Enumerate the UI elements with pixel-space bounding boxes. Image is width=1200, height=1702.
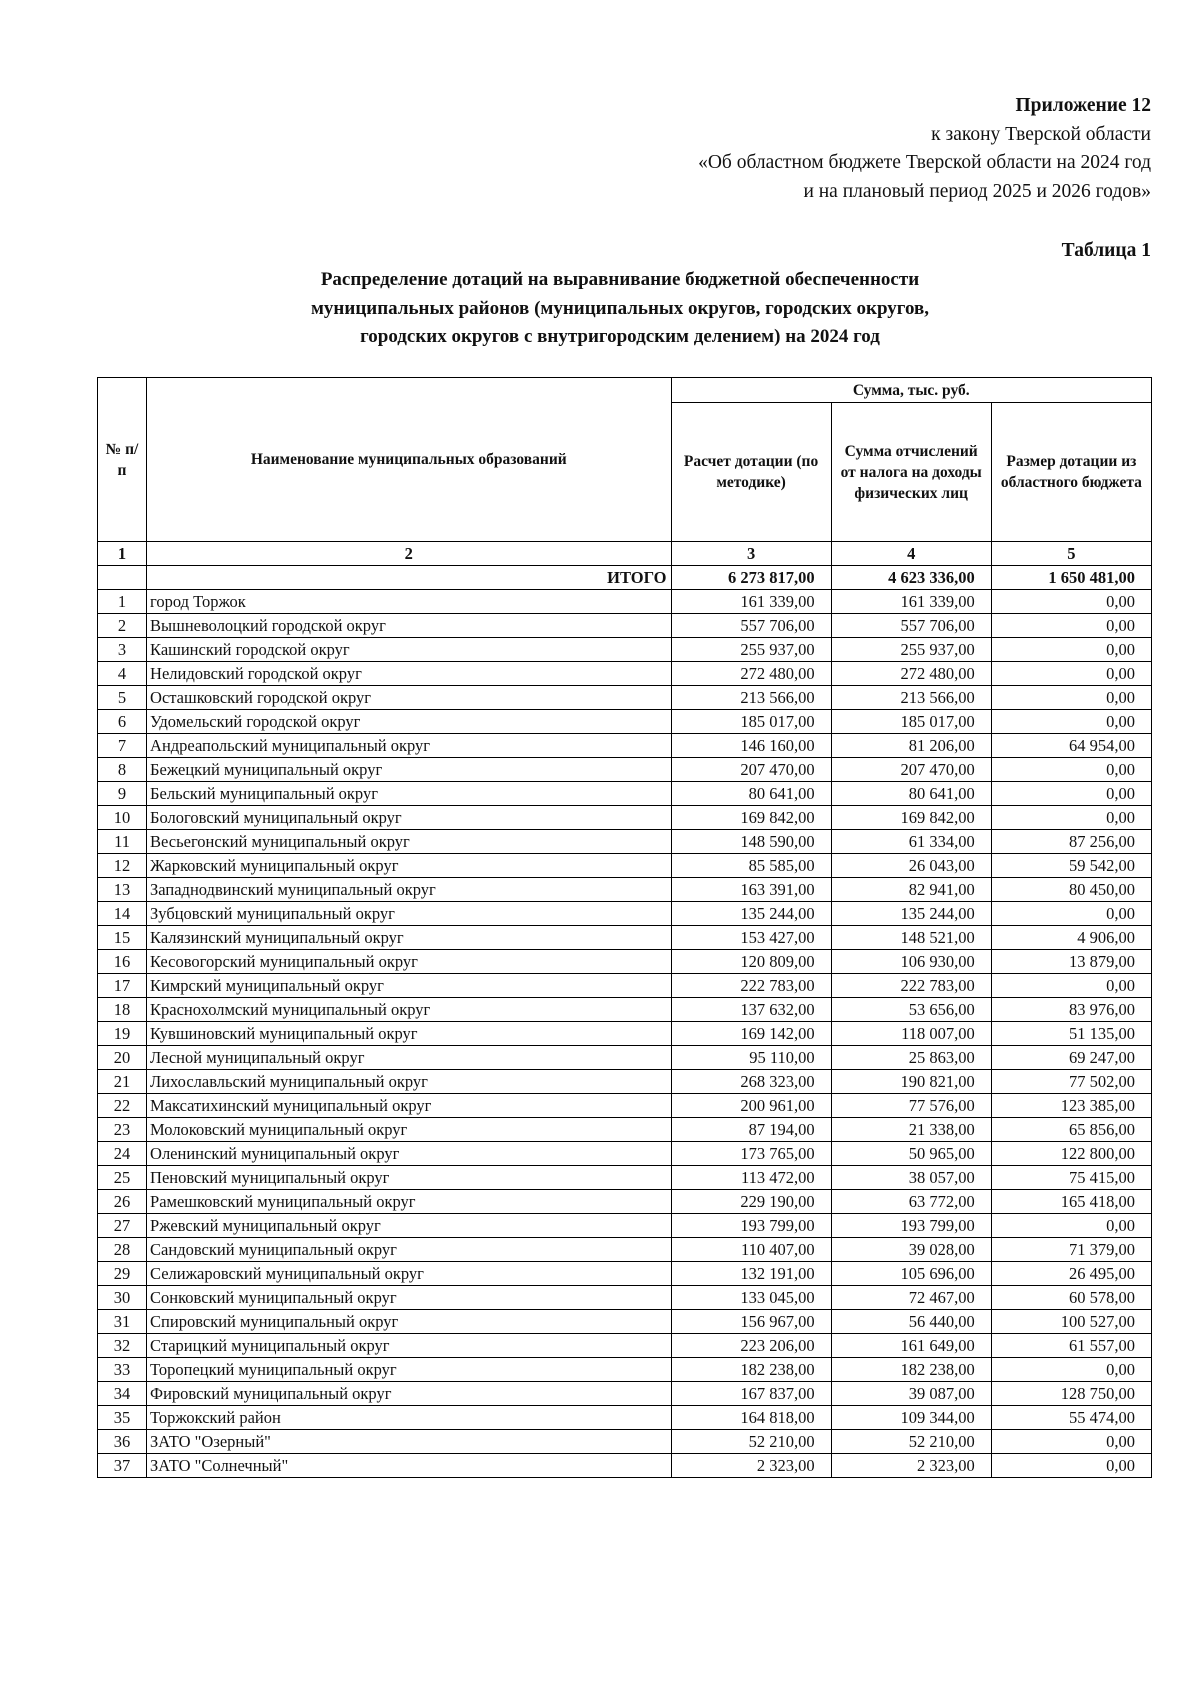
grant-value: 0,00 (991, 782, 1151, 806)
municipality-name: Рамешковский муниципальный округ (147, 1190, 671, 1214)
municipality-name: Торопецкий муниципальный округ (147, 1358, 671, 1382)
calc-value: 132 191,00 (671, 1262, 831, 1286)
grant-value: 61 557,00 (991, 1334, 1151, 1358)
row-number: 20 (98, 1046, 147, 1070)
row-number: 33 (98, 1358, 147, 1382)
table-row (98, 1310, 1152, 1334)
ndfl-value: 213 566,00 (831, 686, 991, 710)
calc-value: 272 480,00 (671, 662, 831, 686)
calc-value: 222 783,00 (671, 974, 831, 998)
ndfl-value: 25 863,00 (831, 1046, 991, 1070)
ndfl-value: 109 344,00 (831, 1406, 991, 1430)
table-row (98, 734, 1152, 758)
row-number: 2 (98, 614, 147, 638)
grant-value: 59 542,00 (991, 854, 1151, 878)
row-number: 36 (98, 1430, 147, 1454)
table-row (98, 1094, 1152, 1118)
row-number: 3 (98, 638, 147, 662)
ndfl-value: 38 057,00 (831, 1166, 991, 1190)
ndfl-value: 222 783,00 (831, 974, 991, 998)
municipality-name: Нелидовский городской округ (147, 662, 671, 686)
table-row (98, 1070, 1152, 1094)
table-row (98, 1046, 1152, 1070)
calc-value: 133 045,00 (671, 1286, 831, 1310)
grant-value: 65 856,00 (991, 1118, 1151, 1142)
grant-value: 165 418,00 (991, 1190, 1151, 1214)
column-index: 2 (147, 542, 671, 566)
row-number: 34 (98, 1382, 147, 1406)
calc-value: 146 160,00 (671, 734, 831, 758)
ndfl-value: 272 480,00 (831, 662, 991, 686)
table-row (98, 974, 1152, 998)
table-row (98, 878, 1152, 902)
grant-value: 0,00 (991, 1454, 1151, 1478)
ndfl-value: 118 007,00 (831, 1022, 991, 1046)
total-empty-cell (98, 566, 147, 590)
grant-value: 0,00 (991, 806, 1151, 830)
calc-value: 2 323,00 (671, 1454, 831, 1478)
table-row (98, 1430, 1152, 1454)
row-number: 32 (98, 1334, 147, 1358)
table-row (98, 830, 1152, 854)
calc-value: 213 566,00 (671, 686, 831, 710)
row-number: 9 (98, 782, 147, 806)
calc-value: 110 407,00 (671, 1238, 831, 1262)
ndfl-value: 52 210,00 (831, 1430, 991, 1454)
municipality-name: Пеновский муниципальный округ (147, 1166, 671, 1190)
ndfl-value: 161 649,00 (831, 1334, 991, 1358)
table-row (98, 1286, 1152, 1310)
appendix-line: «Об областном бюджете Тверской области на 2024 год (698, 152, 1151, 173)
grant-value: 0,00 (991, 614, 1151, 638)
row-number: 10 (98, 806, 147, 830)
grant-value: 0,00 (991, 1214, 1151, 1238)
ndfl-value: 161 339,00 (831, 590, 991, 614)
municipality-name: Сандовский муниципальный округ (147, 1238, 671, 1262)
row-number: 12 (98, 854, 147, 878)
grant-value: 69 247,00 (991, 1046, 1151, 1070)
calc-value: 193 799,00 (671, 1214, 831, 1238)
appendix-block (698, 92, 1151, 206)
municipality-name: Бежецкий муниципальный округ (147, 758, 671, 782)
grant-value: 0,00 (991, 710, 1151, 734)
ndfl-value: 557 706,00 (831, 614, 991, 638)
municipality-name: Бельский муниципальный округ (147, 782, 671, 806)
municipality-name: Бологовский муниципальный округ (147, 806, 671, 830)
grant-value: 77 502,00 (991, 1070, 1151, 1094)
document-title (220, 266, 1020, 352)
table-row (98, 902, 1152, 926)
row-number: 29 (98, 1262, 147, 1286)
row-number: 21 (98, 1070, 147, 1094)
municipality-name: Молоковский муниципальный округ (147, 1118, 671, 1142)
calc-value: 229 190,00 (671, 1190, 831, 1214)
table-row (98, 998, 1152, 1022)
ndfl-value: 61 334,00 (831, 830, 991, 854)
municipality-name: Андреапольский муниципальный округ (147, 734, 671, 758)
column-index-row (98, 542, 1152, 566)
ndfl-value: 39 087,00 (831, 1382, 991, 1406)
ndfl-value: 106 930,00 (831, 950, 991, 974)
table-row (98, 1166, 1152, 1190)
ndfl-value: 207 470,00 (831, 758, 991, 782)
ndfl-value: 135 244,00 (831, 902, 991, 926)
table-row (98, 1334, 1152, 1358)
column-index: 1 (98, 542, 147, 566)
grant-value: 87 256,00 (991, 830, 1151, 854)
ndfl-value: 148 521,00 (831, 926, 991, 950)
table-row (98, 590, 1152, 614)
municipality-name: Ржевский муниципальный округ (147, 1214, 671, 1238)
calc-value: 173 765,00 (671, 1142, 831, 1166)
table-row (98, 758, 1152, 782)
ndfl-value: 53 656,00 (831, 998, 991, 1022)
municipality-name: Селижаровский муниципальный округ (147, 1262, 671, 1286)
row-number: 22 (98, 1094, 147, 1118)
title-line: городских округов с внутригородским делением) на 2024 год (360, 326, 880, 347)
municipality-name: ЗАТО "Озерный" (147, 1430, 671, 1454)
calc-value: 161 339,00 (671, 590, 831, 614)
table-row (98, 854, 1152, 878)
appendix-line: и на плановый период 2025 и 2026 годов» (803, 180, 1151, 202)
table-row (98, 1454, 1152, 1478)
table-row (98, 1382, 1152, 1406)
calc-value: 200 961,00 (671, 1094, 831, 1118)
ndfl-value: 39 028,00 (831, 1238, 991, 1262)
municipality-name: Фировский муниципальный округ (147, 1382, 671, 1406)
ndfl-value: 80 641,00 (831, 782, 991, 806)
row-number: 28 (98, 1238, 147, 1262)
table-row (98, 1406, 1152, 1430)
table-row (98, 1118, 1152, 1142)
municipality-name: Краснохолмский муниципальный округ (147, 998, 671, 1022)
municipality-name: Кашинский городской округ (147, 638, 671, 662)
table-row (98, 1358, 1152, 1382)
grant-value: 128 750,00 (991, 1382, 1151, 1406)
row-number: 5 (98, 686, 147, 710)
calc-value: 163 391,00 (671, 878, 831, 902)
municipality-name: Удомельский городской округ (147, 710, 671, 734)
row-number: 11 (98, 830, 147, 854)
table-row (98, 1262, 1152, 1286)
row-number: 1 (98, 590, 147, 614)
municipality-name: ЗАТО "Солнечный" (147, 1454, 671, 1478)
table-row (98, 614, 1152, 638)
grant-value: 51 135,00 (991, 1022, 1151, 1046)
municipality-name: Жарковский муниципальный округ (147, 854, 671, 878)
table-label: Таблица 1 (1061, 240, 1151, 261)
ndfl-value: 77 576,00 (831, 1094, 991, 1118)
ndfl-value: 2 323,00 (831, 1454, 991, 1478)
calc-value: 95 110,00 (671, 1046, 831, 1070)
total-calc: 6 273 817,00 (671, 566, 831, 590)
total-ndfl: 4 623 336,00 (831, 566, 991, 590)
ndfl-value: 81 206,00 (831, 734, 991, 758)
ndfl-value: 21 338,00 (831, 1118, 991, 1142)
grant-value: 64 954,00 (991, 734, 1151, 758)
municipality-name: Весьегонский муниципальный округ (147, 830, 671, 854)
title-line: Распределение дотаций на выравнивание бюджетной обеспеченности (320, 269, 920, 290)
row-number: 16 (98, 950, 147, 974)
grant-value: 0,00 (991, 662, 1151, 686)
ndfl-value: 193 799,00 (831, 1214, 991, 1238)
header-municipality-name: Наименование муниципальных образований (147, 378, 671, 542)
row-number: 35 (98, 1406, 147, 1430)
calc-value: 207 470,00 (671, 758, 831, 782)
header-row-number: № п/п (98, 378, 147, 542)
row-number: 25 (98, 1166, 147, 1190)
calc-value: 182 238,00 (671, 1358, 831, 1382)
table-row (98, 1214, 1152, 1238)
table-row (98, 950, 1152, 974)
grant-value: 100 527,00 (991, 1310, 1151, 1334)
grant-value: 0,00 (991, 758, 1151, 782)
calc-value: 169 842,00 (671, 806, 831, 830)
table-row (98, 662, 1152, 686)
municipality-name: Кесовогорский муниципальный округ (147, 950, 671, 974)
table-row (98, 1190, 1152, 1214)
calc-value: 80 641,00 (671, 782, 831, 806)
table-row (98, 1022, 1152, 1046)
municipality-name: Оленинский муниципальный округ (147, 1142, 671, 1166)
grant-value: 26 495,00 (991, 1262, 1151, 1286)
calc-value: 185 017,00 (671, 710, 831, 734)
grant-value: 0,00 (991, 902, 1151, 926)
row-number: 30 (98, 1286, 147, 1310)
ndfl-value: 72 467,00 (831, 1286, 991, 1310)
row-number: 7 (98, 734, 147, 758)
calc-value: 135 244,00 (671, 902, 831, 926)
calc-value: 87 194,00 (671, 1118, 831, 1142)
grant-value: 60 578,00 (991, 1286, 1151, 1310)
calc-value: 167 837,00 (671, 1382, 831, 1406)
grant-value: 123 385,00 (991, 1094, 1151, 1118)
ndfl-value: 169 842,00 (831, 806, 991, 830)
ndfl-value: 26 043,00 (831, 854, 991, 878)
calc-value: 156 967,00 (671, 1310, 831, 1334)
total-label: ИТОГО (147, 566, 671, 590)
table-row (98, 806, 1152, 830)
row-number: 24 (98, 1142, 147, 1166)
grant-value: 0,00 (991, 1358, 1151, 1382)
row-number: 8 (98, 758, 147, 782)
table-row (98, 1142, 1152, 1166)
municipality-name: Старицкий муниципальный округ (147, 1334, 671, 1358)
grant-value: 0,00 (991, 590, 1151, 614)
table-row (98, 926, 1152, 950)
grant-value: 55 474,00 (991, 1406, 1151, 1430)
column-index: 5 (991, 542, 1151, 566)
grant-value: 80 450,00 (991, 878, 1151, 902)
header-calc: Расчет дотации (по методике) (671, 403, 831, 542)
column-index: 3 (671, 542, 831, 566)
ndfl-value: 63 772,00 (831, 1190, 991, 1214)
municipality-name: Вышневолоцкий городской округ (147, 614, 671, 638)
calc-value: 268 323,00 (671, 1070, 831, 1094)
table-row (98, 1238, 1152, 1262)
row-number: 13 (98, 878, 147, 902)
row-number: 15 (98, 926, 147, 950)
grant-value: 83 976,00 (991, 998, 1151, 1022)
header-ndfl: Сумма отчислений от налога на доходы физических лиц (831, 403, 991, 542)
municipality-name: Лесной муниципальный округ (147, 1046, 671, 1070)
calc-value: 164 818,00 (671, 1406, 831, 1430)
row-number: 31 (98, 1310, 147, 1334)
municipality-name: Западнодвинский муниципальный округ (147, 878, 671, 902)
table-row (98, 686, 1152, 710)
municipality-name: Сонковский муниципальный округ (147, 1286, 671, 1310)
row-number: 6 (98, 710, 147, 734)
calc-value: 113 472,00 (671, 1166, 831, 1190)
municipality-name: Зубцовский муниципальный округ (147, 902, 671, 926)
ndfl-value: 56 440,00 (831, 1310, 991, 1334)
calc-value: 137 632,00 (671, 998, 831, 1022)
row-number: 37 (98, 1454, 147, 1478)
municipality-name: Спировский муниципальный округ (147, 1310, 671, 1334)
header-sum-group: Сумма, тыс. руб. (671, 378, 1152, 403)
row-number: 26 (98, 1190, 147, 1214)
municipality-name: Осташковский городской округ (147, 686, 671, 710)
ndfl-value: 105 696,00 (831, 1262, 991, 1286)
header-grant: Размер дотации из областного бюджета (991, 403, 1151, 542)
ndfl-value: 182 238,00 (831, 1358, 991, 1382)
ndfl-value: 50 965,00 (831, 1142, 991, 1166)
subsidy-table (97, 377, 1152, 1478)
total-row (98, 566, 1152, 590)
ndfl-value: 190 821,00 (831, 1070, 991, 1094)
grant-value: 13 879,00 (991, 950, 1151, 974)
table-row (98, 638, 1152, 662)
ndfl-value: 82 941,00 (831, 878, 991, 902)
row-number: 18 (98, 998, 147, 1022)
grant-value: 0,00 (991, 974, 1151, 998)
municipality-name: Лихославльский муниципальный округ (147, 1070, 671, 1094)
municipality-name: Калязинский муниципальный округ (147, 926, 671, 950)
row-number: 14 (98, 902, 147, 926)
municipality-name: Торжокский район (147, 1406, 671, 1430)
row-number: 4 (98, 662, 147, 686)
row-number: 27 (98, 1214, 147, 1238)
title-line: муниципальных районов (муниципальных округов, городских округов, (310, 297, 930, 319)
calc-value: 120 809,00 (671, 950, 831, 974)
appendix-line: к закону Тверской области (931, 123, 1151, 145)
grant-value: 4 906,00 (991, 926, 1151, 950)
table-row (98, 782, 1152, 806)
ndfl-value: 185 017,00 (831, 710, 991, 734)
municipality-name: Кувшиновский муниципальный округ (147, 1022, 671, 1046)
row-number: 23 (98, 1118, 147, 1142)
municipality-name: Максатихинский муниципальный округ (147, 1094, 671, 1118)
grant-value: 0,00 (991, 1430, 1151, 1454)
calc-value: 557 706,00 (671, 614, 831, 638)
grant-value: 75 415,00 (991, 1166, 1151, 1190)
calc-value: 153 427,00 (671, 926, 831, 950)
appendix-title: Приложение 12 (1015, 95, 1151, 116)
grant-value: 122 800,00 (991, 1142, 1151, 1166)
grant-value: 0,00 (991, 638, 1151, 662)
calc-value: 223 206,00 (671, 1334, 831, 1358)
calc-value: 169 142,00 (671, 1022, 831, 1046)
calc-value: 255 937,00 (671, 638, 831, 662)
ndfl-value: 255 937,00 (831, 638, 991, 662)
table-row (98, 710, 1152, 734)
column-index: 4 (831, 542, 991, 566)
total-grant: 1 650 481,00 (991, 566, 1151, 590)
grant-value: 0,00 (991, 686, 1151, 710)
calc-value: 85 585,00 (671, 854, 831, 878)
row-number: 17 (98, 974, 147, 998)
calc-value: 52 210,00 (671, 1430, 831, 1454)
grant-value: 71 379,00 (991, 1238, 1151, 1262)
row-number: 19 (98, 1022, 147, 1046)
municipality-name: Кимрский муниципальный округ (147, 974, 671, 998)
calc-value: 148 590,00 (671, 830, 831, 854)
municipality-name: город Торжок (147, 590, 671, 614)
